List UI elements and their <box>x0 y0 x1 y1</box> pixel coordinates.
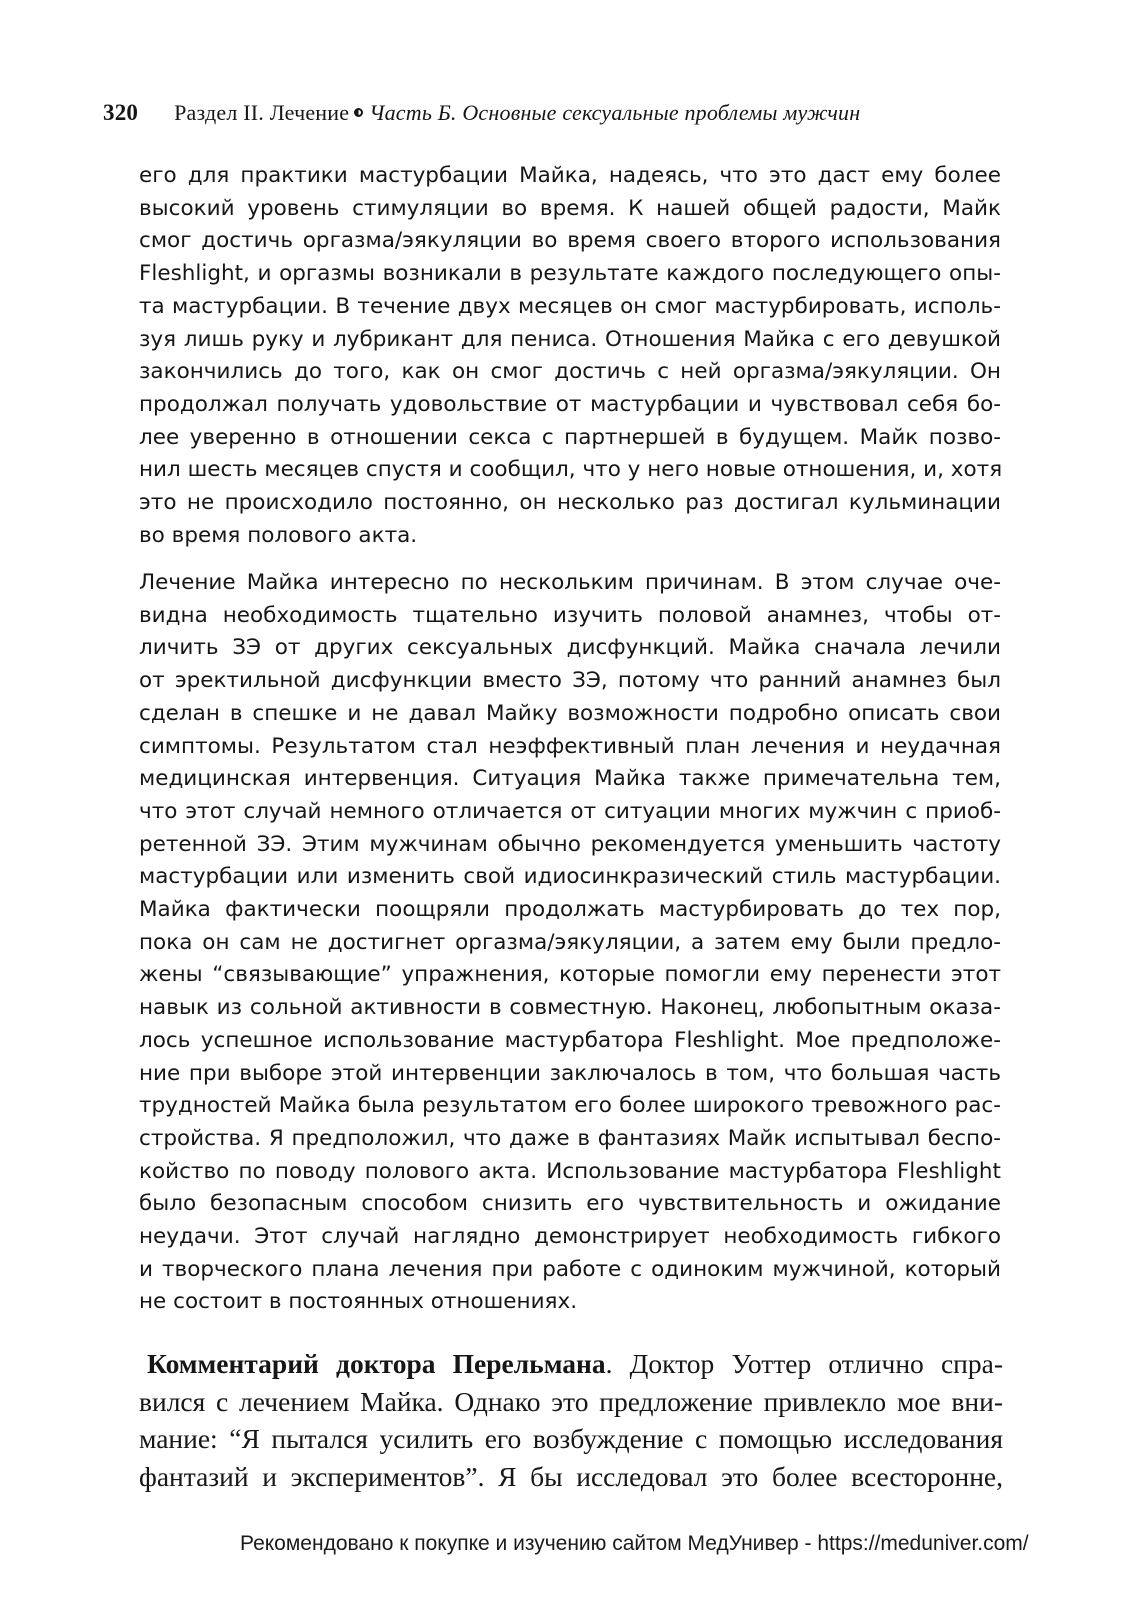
text-line: зуя лишь руку и лубрикант для пениса. Отношения Майка с его девушкой <box>139 326 1001 352</box>
text-line: личить ЗЭ от других сексуальных дисфункций. Майка сначала лечили <box>139 635 1001 661</box>
text-line: трудностей Майка была результатом его более широкого тревожного рас- <box>139 1093 1001 1119</box>
section-title: Раздел II. Лечение <box>174 100 350 125</box>
text-line: нил шесть месяцев спустя и сообщил, что у него новые отношения, и, хотя <box>139 457 1003 483</box>
text-line: закончились до того, как он смог достичь с ней оргазма/эякуляции. Он <box>139 359 1001 385</box>
text-line: сделан в спешке и не давал Майку возможности подробно описать свои <box>139 700 1001 726</box>
text-line: мастурбации или изменить свой идиосинкразический стиль мастурбации. <box>139 864 1001 890</box>
page-number: 320 <box>103 100 139 125</box>
text-line: высокий уровень стимуляции во время. К нашей общей радости, Майк <box>139 195 1001 221</box>
text-line: что этот случай немного отличается от ситуации многих мужчин с приоб- <box>139 798 1001 824</box>
commentary-text: . Доктор Уоттер отлично спра- <box>605 1348 1004 1379</box>
text-line: было безопасным способом снизить его чувствительность и ожидание <box>139 1191 1001 1217</box>
text-line: пока он сам не достигнет оргазма/эякуляции, а затем ему были предло- <box>139 929 1001 955</box>
half-circle-separator-icon <box>354 108 363 117</box>
text-line: продолжал получать удовольствие от мастурбации и чувствовал себя бо- <box>139 391 1001 417</box>
text-line: койство по поводу полового акта. Использование мастурбатора Fleshlight <box>139 1158 1001 1184</box>
text-line: ретенной ЗЭ. Этим мужчинам обычно рекомендуется уменьшить частоту <box>139 831 1001 857</box>
text-line: видна необходимость тщательно изучить половой анамнез, чтобы от- <box>139 602 1001 628</box>
text-line: стройства. Я предположил, что даже в фантазиях Майк испытывал беспо- <box>139 1125 1001 1151</box>
text-line: мание: “Я пытался усилить его возбуждение с помощью исследования <box>139 1423 1003 1455</box>
text-line: медицинская интервенция. Ситуация Майка также примечательна тем, <box>139 766 1001 792</box>
running-header <box>103 100 1003 126</box>
text-line: Майка фактически поощряли продолжать мастурбировать до тех пор, <box>139 897 1001 923</box>
part-title: Часть Б. Основные сексуальные проблемы мужчин <box>369 100 861 125</box>
text-line: жены “связывающие” упражнения, которые помогли ему перенести этот <box>139 962 1001 988</box>
text-line: не состоит в постоянных отношениях. <box>139 1289 578 1315</box>
text-line <box>139 1345 1003 1383</box>
text-line: лось успешное использование мастурбатора Fleshlight. Мое предположе- <box>139 1027 1001 1053</box>
commentary-heading: Комментарий доктора Перельмана <box>147 1348 606 1379</box>
text-line: Лечение Майка интересно по нескольким причинам. В этом случае оче- <box>139 570 1001 595</box>
text-line: навык из сольной активности в совместную. Наконец, любопытным оказа- <box>139 995 1001 1021</box>
text-line: это не происходило постоянно, он несколько раз достигал кульминации <box>139 490 1001 516</box>
case-paragraph-2 <box>139 567 1001 1319</box>
footer-watermark: Рекомендовано к покупке и изучению сайтом МедУнивер - https://meduniver.com/ <box>240 1532 1029 1555</box>
text-line: вился с лечением Майка. Однако это предложение привлекло мое вни- <box>139 1385 1003 1417</box>
text-line: его для практики мастурбации Майка, надеясь, что это даст ему более <box>139 163 1001 188</box>
text-line: ние при выборе этой интервенции заключалось в том, что большая часть <box>139 1060 1001 1086</box>
text-line: Fleshlight, и оргазмы возникали в результате каждого последующего опы- <box>139 261 1001 287</box>
text-line: лее уверенно в отношении секса с партнершей в будущем. Майк позво- <box>139 424 1001 450</box>
text-line: во время полового акта. <box>139 522 418 548</box>
text-line: симптомы. Результатом стал неэффективный план лечения и неудачная <box>139 733 1001 759</box>
commentary-paragraph <box>139 1345 1003 1495</box>
text-line: от эректильной дисфункции вместо ЗЭ, потому что ранний анамнез был <box>139 668 1001 694</box>
case-paragraph-1 <box>139 160 1001 552</box>
text-line: фантазий и экспериментов”. Я бы исследовал это более всесторонне, <box>139 1460 1003 1492</box>
text-line: и творческого плана лечения при работе с одиноким мужчиной, который <box>139 1256 1001 1282</box>
text-line: смог достичь оргазма/эякуляции во время своего второго использования <box>139 228 1001 254</box>
text-line: та мастурбации. В течение двух месяцев он смог мастурбировать, исполь- <box>139 293 1001 319</box>
text-line: неудачи. Этот случай наглядно демонстрирует необходимость гибкого <box>139 1224 1001 1250</box>
